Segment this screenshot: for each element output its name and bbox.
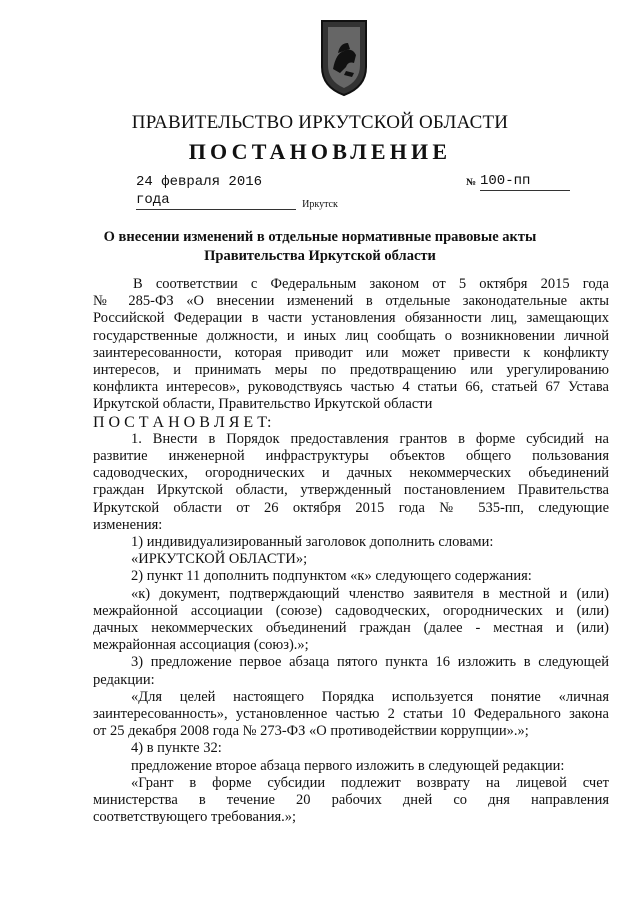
text-line: министерства в течение 20 рабочих дней со дня направления: [93, 792, 609, 809]
text-line: садоводческих, огороднических и дачных некоммерческих объединений: [93, 465, 609, 482]
government-name: ПРАВИТЕЛЬСТВО ИРКУТСКОЙ ОБЛАСТИ: [131, 112, 509, 133]
text-line: изменения:: [93, 516, 163, 533]
text-line: граждан Иркутской области, утвержденный постановлением Правительства: [93, 482, 609, 499]
text-line: «Грант в форме субсидии подлежит возврату на лицевой счет: [131, 774, 609, 791]
text-line: 2) пункт 11 дополнить подпунктом «к» следующего содержания:: [131, 568, 532, 585]
document-date: 24 февраля 2016 года: [136, 173, 296, 210]
document-number: 100-пп: [480, 172, 570, 191]
text-line: 4) в пункте 32:: [131, 740, 222, 757]
text-line: от 25 декабря 2008 года № 273-ФЗ «О противодействии коррупции».»;: [93, 723, 529, 740]
text-line: Иркутской области, Правительство Иркутской области: [93, 396, 433, 413]
text-line: редакции:: [93, 671, 155, 688]
text-line: 1. Внести в Порядок предоставления грантов в форме субсидий на: [131, 430, 609, 447]
document-body: [93, 276, 609, 827]
text-line: В соответствии с Федеральным законом от 5 октября 2015 года: [133, 276, 609, 292]
text-line: «Для целей настоящего Порядка используется понятие «личная: [131, 688, 609, 705]
text-line: 3) предложение первое абзаца пятого пункта 16 изложить в следующей: [131, 654, 609, 671]
heading-line: О внесении изменений в отдельные нормативные правовые акты: [103, 229, 537, 245]
text-line: Российской Федерации в части установления обязанности лиц, замещающих: [93, 310, 609, 327]
document-type: ПОСТАНОВЛЕНИЕ: [188, 139, 452, 164]
heading-line: Правительства Иркутской области: [204, 248, 436, 264]
number-label: №: [466, 177, 477, 188]
text-line: «к) документ, подтверждающий членство заявителя в местной и (или): [131, 585, 609, 602]
text-line: Иркутской области от 26 октября 2015 года № 535-пп, следующие: [93, 499, 609, 516]
text-line: 1) индивидуализированный заголовок дополнить словами:: [131, 534, 494, 551]
text-line: развитие инженерной инфраструктуры объектов общего пользования: [93, 448, 609, 465]
text-line: «ИРКУТСКОЙ ОБЛАСТИ»;: [131, 551, 308, 568]
text-line: межрайонной ассоциации (союзе) садоводческих, огороднических и (или): [93, 602, 609, 619]
coat-of-arms-icon: [318, 17, 370, 97]
text-line: предложение второе абзаца первого изложить в следующей редакции:: [131, 757, 565, 774]
text-line: П О С Т А Н О В Л Я Е Т:: [93, 413, 272, 431]
text-line: заинтересованности, которая приводит или может привести к конфликту: [93, 344, 609, 361]
city: Иркутск: [302, 199, 338, 210]
text-line: конфликта интересов», руководствуясь частью 4 статьи 66, статьей 67 Устава: [93, 379, 609, 396]
text-line: соответствующего требования.»;: [93, 809, 297, 826]
document-heading: [0, 228, 640, 266]
text-line: межрайонная ассоциация (союз).»;: [93, 637, 309, 654]
text-line: государственные должности, и иных лиц сообщать о возникновении личной: [93, 327, 609, 344]
text-line: № 285-ФЗ «О внесении изменений в отдельные законодательные акты: [93, 293, 609, 310]
text-line: дачных некоммерческих объединений граждан (далее - местная и (или): [93, 620, 609, 637]
text-line: заинтересованность», установленное частью 2 статьи 10 Федерального закона: [93, 706, 609, 723]
text-line: интересов, и принимать меры по предотвращению или урегулированию: [93, 362, 609, 379]
